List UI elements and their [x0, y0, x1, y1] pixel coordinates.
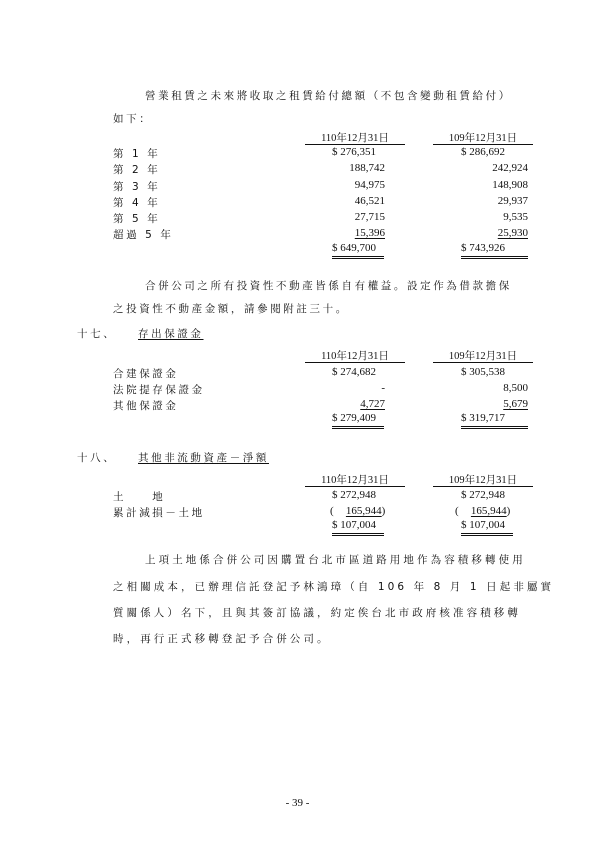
deposits-total-110-double-rule: [332, 428, 384, 429]
noncurrent-total-109-double-rule: [461, 533, 513, 534]
lease-row-v110: 15,396: [354, 227, 385, 239]
lease-col-header-109: 109年12月31日: [448, 133, 518, 144]
lease-total-109-double-rule: [461, 256, 528, 257]
lease-row-label: 第 5 年: [113, 213, 161, 225]
lease-row-v109: 9,535: [503, 211, 528, 223]
lease-row-v109: 29,937: [497, 195, 528, 207]
noncurrent-col-header-109: 109年12月31日: [448, 475, 518, 486]
section-18-heading: 其他非流動資產－淨額: [138, 452, 269, 464]
land-note-line1: 上項土地係合併公司因購置台北市區道路用地作為容積移轉使用: [145, 554, 526, 566]
lease-row-label: 第 4 年: [113, 197, 161, 209]
deposits-col-header-110-rule: [305, 362, 405, 363]
lease-row-v109: 25,930: [497, 227, 528, 239]
lease-total-110-double-rule: [332, 256, 384, 257]
deposits-total-110-double-rule: [332, 426, 384, 427]
lease-total-110: $ 649,700: [332, 242, 376, 254]
noncurrent-row-v110-neg: ( 165,944): [330, 505, 386, 517]
noncurrent-total-110-double-rule: [332, 533, 384, 534]
noncurrent-row-v109: $ 272,948: [461, 489, 505, 501]
deposits-col-header-109: 109年12月31日: [448, 351, 518, 362]
noncurrent-total-110-double-rule: [332, 535, 384, 536]
noncurrent-col-header-110-rule: [305, 486, 405, 487]
noncurrent-row-label: 累計減損－土地: [113, 507, 205, 519]
lease-row-v109: 242,924: [492, 162, 528, 174]
lease-row-v110: $ 276,351: [332, 146, 376, 158]
deposits-row-v110: -: [381, 382, 385, 394]
land-note-line4: 時，再行正式移轉登記予合併公司。: [113, 633, 331, 645]
deposits-row-v110: $ 274,682: [332, 366, 376, 378]
deposits-total-109-double-rule: [461, 426, 528, 427]
noncurrent-total-109-double-rule: [461, 535, 513, 536]
section-17-number: 十七、: [77, 328, 117, 340]
noncurrent-row-v110: 165,944: [345, 505, 382, 517]
lease-row-v110: 46,521: [354, 195, 385, 207]
lease-note-line1: 合併公司之所有投資性不動產皆係自有權益。設定作為借款擔保: [145, 280, 512, 292]
deposits-row-v109: 8,500: [503, 382, 528, 394]
deposits-total-110: $ 279,409: [332, 412, 376, 424]
deposits-col-header-109-rule: [433, 362, 533, 363]
deposits-row-label: 其他保證金: [113, 400, 179, 412]
lease-row-v110: 188,742: [349, 162, 385, 174]
lease-total-110-double-rule: [332, 258, 384, 259]
section-18-number: 十八、: [77, 452, 117, 464]
lease-col-header-109-rule: [433, 144, 533, 145]
lease-total-109-double-rule: [461, 258, 528, 259]
lease-intro-line1: 營業租賃之未來將收取之租賃給付總額（不包含變動租賃給付）: [145, 90, 512, 102]
land-note-line3: 質關係人）名下，且與其簽訂協議，約定俟台北市政府核准容積移轉: [113, 607, 521, 619]
lease-intro-line2: 如下：: [113, 113, 153, 125]
land-note-line2: 之相關成本，已辦理信託登記予林鴻璋（自 106 年 8 月 1 日起非屬實: [113, 581, 555, 593]
noncurrent-total-110: $ 107,004: [332, 519, 376, 531]
lease-note-line2: 之投資性不動產金額，請參閱附註三十。: [113, 303, 349, 315]
deposits-total-109-double-rule: [461, 428, 528, 429]
lease-row-v109: 148,908: [492, 179, 528, 191]
lease-row-v109: $ 286,692: [461, 146, 505, 158]
lease-row-label: 第 2 年: [113, 164, 161, 176]
noncurrent-col-header-110: 110年12月31日: [321, 475, 389, 486]
deposits-row-v109: $ 305,538: [461, 366, 505, 378]
deposits-row-v109: 5,679: [503, 398, 528, 410]
lease-row-v110: 94,975: [354, 179, 385, 191]
noncurrent-row-label: 土 地: [113, 491, 166, 503]
noncurrent-row-v109-neg: ( 165,944): [455, 505, 511, 517]
lease-row-label: 第 3 年: [113, 181, 161, 193]
noncurrent-row-v109: 165,944: [470, 505, 507, 517]
lease-col-header-110-rule: [305, 144, 405, 145]
deposits-row-label: 法院提存保證金: [113, 384, 205, 396]
noncurrent-total-109: $ 107,004: [461, 519, 505, 531]
noncurrent-row-v110: $ 272,948: [332, 489, 376, 501]
lease-total-109: $ 743,926: [461, 242, 505, 254]
deposits-row-v110: 4,727: [360, 398, 385, 410]
lease-col-header-110: 110年12月31日: [321, 133, 389, 144]
lease-row-label: 第 1 年: [113, 148, 161, 160]
deposits-row-label: 合建保證金: [113, 368, 179, 380]
deposits-col-header-110: 110年12月31日: [321, 351, 389, 362]
deposits-total-109: $ 319,717: [461, 412, 505, 424]
noncurrent-col-header-109-rule: [433, 486, 533, 487]
lease-row-v110: 27,715: [354, 211, 385, 223]
lease-row-label: 超過 5 年: [113, 229, 174, 241]
section-17-heading: 存出保證金: [138, 328, 204, 340]
page-number: - 39 -: [285, 797, 310, 809]
